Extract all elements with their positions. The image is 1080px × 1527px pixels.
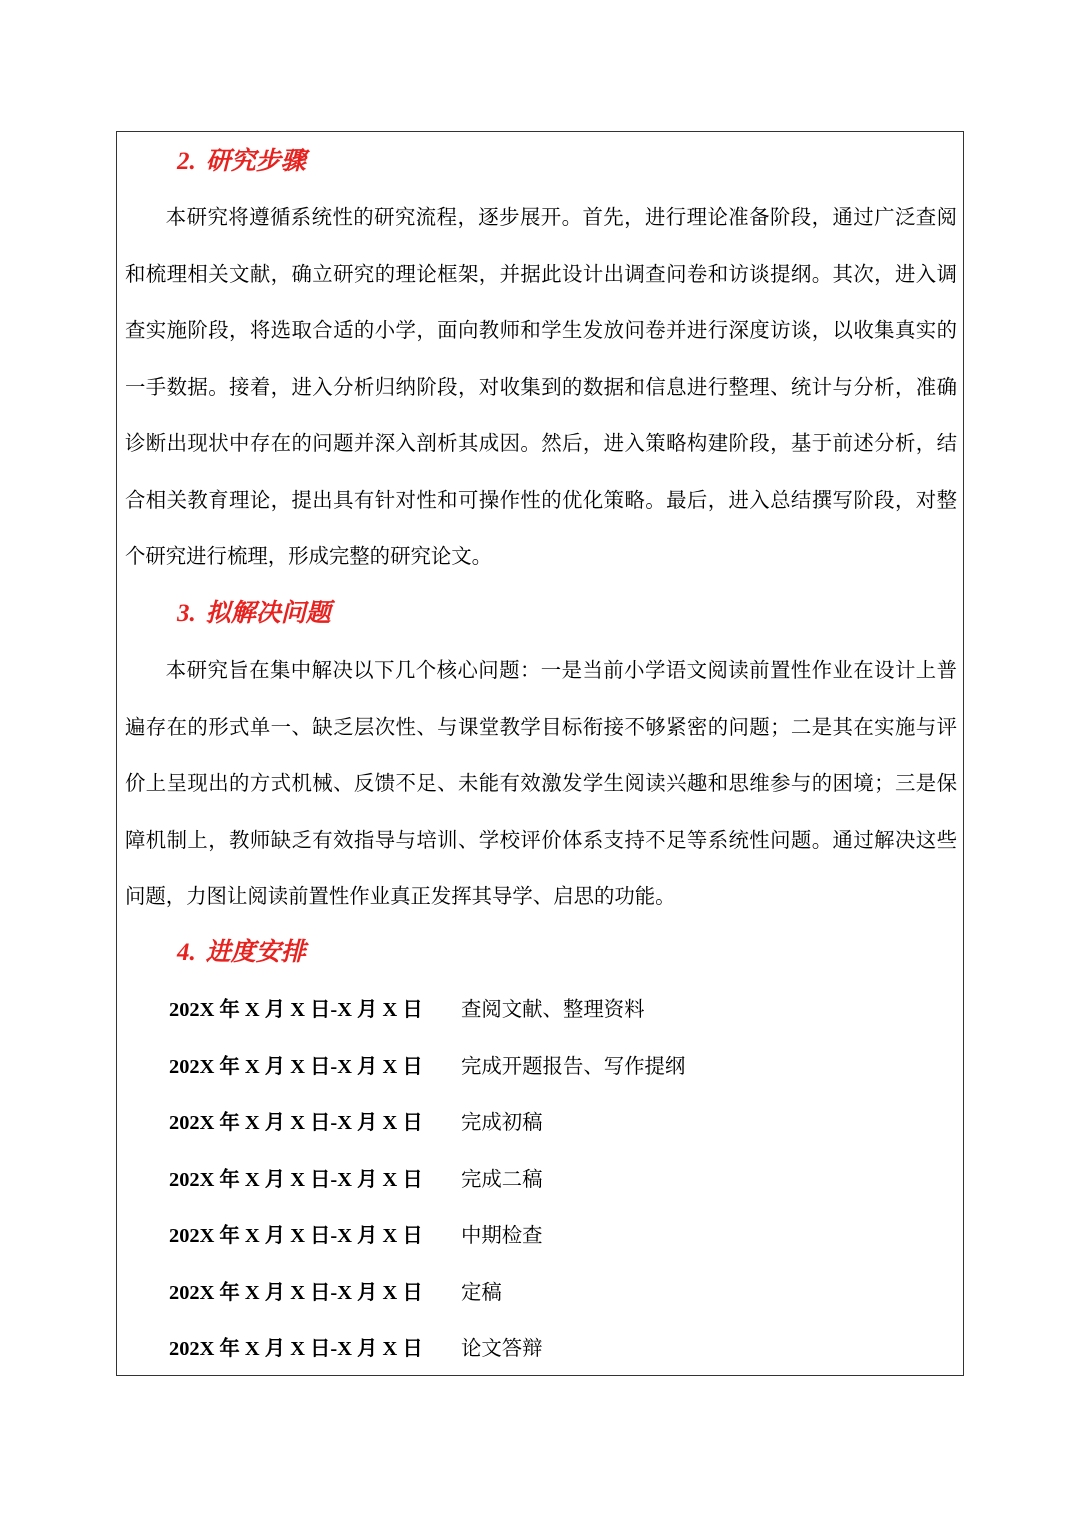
- schedule-item: [169, 1094, 685, 1151]
- schedule-period: 202X 年 X 月 X 日-X 月 X 日: [169, 1281, 423, 1304]
- schedule-item: [169, 1207, 685, 1264]
- schedule-task: 中期检查: [461, 1223, 543, 1247]
- section-heading-problems: [177, 585, 331, 641]
- schedule-period: 202X 年 X 月 X 日-X 月 X 日: [169, 1112, 423, 1134]
- schedule-period: 202X 年 X 月 X 日-X 月 X 日: [169, 1055, 423, 1078]
- schedule-period: 202X 年 X 月 X 日-X 月 X 日: [169, 1338, 423, 1360]
- schedule-list: [169, 981, 685, 1377]
- schedule-task: 定稿: [461, 1279, 502, 1304]
- section-number: 3.: [177, 600, 196, 627]
- schedule-task: 论文答辩: [461, 1336, 543, 1360]
- schedule-item: [169, 1320, 685, 1377]
- schedule-item: [169, 1264, 685, 1321]
- section-title: 拟解决问题: [205, 598, 331, 627]
- paragraph-research-steps: 本研究将遵循系统性的研究流程，逐步展开。首先，进行理论准备阶段，通过广泛查阅和梳理相关文献，确立研究的理论框架，并据此设计出调查问卷和访谈提纲。其次，进入调查实施阶段，将选取合适的小学，面向教师和学生发放问卷并进行深度访谈，以收集真实的一手数据。接着，进入分析归纳阶段，对收集到的数据和信息进行整理、统计与分析，准确诊断出现状中存在的问题并深入剖析其成因。然后，进入策略构建阶段，基于前述分析，结合相关教育理论，提出具有针对性和可操作性的优化策略。最后，进入总结撰写阶段，对整个研究进行梳理，形成完整的研究论文。: [125, 205, 957, 568]
- schedule-item: [169, 1151, 685, 1208]
- schedule-task: 完成初稿: [461, 1110, 543, 1134]
- schedule-task: 完成二稿: [461, 1166, 543, 1191]
- schedule-period: 202X 年 X 月 X 日-X 月 X 日: [169, 1168, 423, 1191]
- schedule-task: 查阅文献、整理资料: [461, 997, 645, 1021]
- schedule-item: [169, 1038, 685, 1095]
- section-title: 进度安排: [205, 937, 306, 966]
- section-number: 4.: [177, 939, 196, 966]
- schedule-task: 完成开题报告、写作提纲: [461, 1053, 686, 1078]
- section-title: 研究步骤: [205, 146, 306, 175]
- paragraph-problems: 本研究旨在集中解决以下几个核心问题：一是当前小学语文阅读前置性作业在设计上普遍存在的形式单一、缺乏层次性、与课堂教学目标衔接不够紧密的问题；二是其在实施与评价上呈现出的方式机械、反馈不足、未能有效激发学生阅读兴趣和思维参与的困境；三是保障机制上，教师缺乏有效指导与培训、学校评价体系支持不足等系统性问题。通过解决这些问题，力图让阅读前置性作业真正发挥其导学、启思的功能。: [125, 658, 957, 908]
- schedule-period: 202X 年 X 月 X 日-X 月 X 日: [169, 1225, 423, 1247]
- schedule-item: [169, 981, 685, 1038]
- section-number: 2.: [177, 148, 196, 175]
- section-heading-research-steps: [177, 133, 306, 189]
- schedule-period: 202X 年 X 月 X 日-X 月 X 日: [169, 999, 423, 1021]
- section-heading-schedule: [177, 924, 306, 980]
